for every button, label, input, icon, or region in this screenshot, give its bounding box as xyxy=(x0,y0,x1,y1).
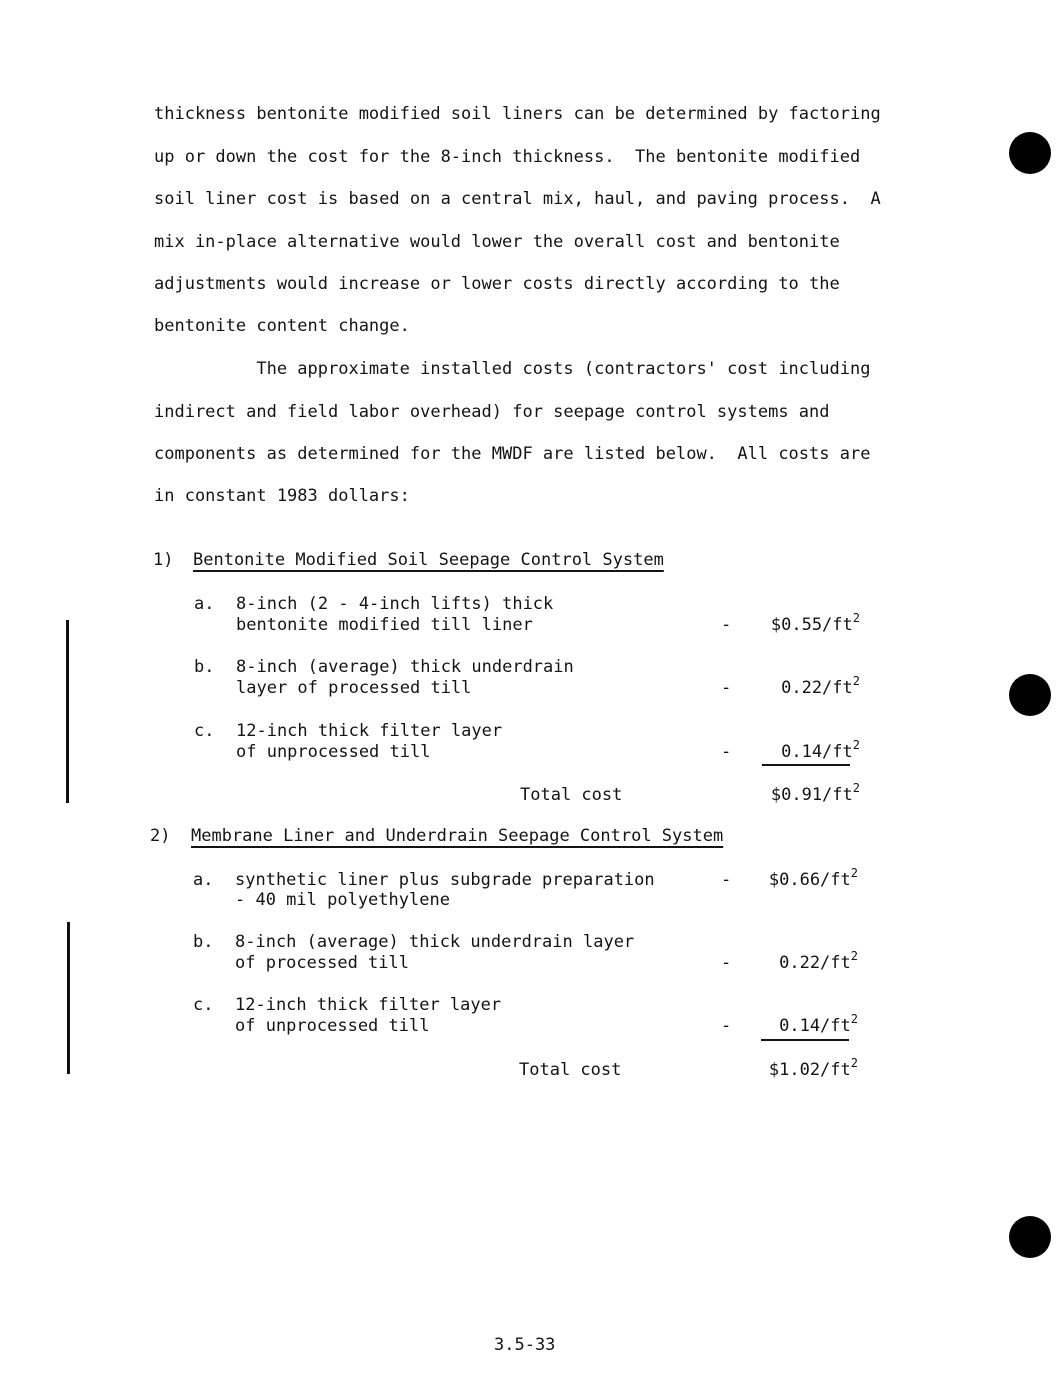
body-line: thickness bentonite modified soil liners can be determined by factoring xyxy=(154,104,881,124)
item-dash: - xyxy=(721,953,732,973)
item-dash: - xyxy=(721,615,732,635)
item-dash: - xyxy=(721,678,732,698)
item-description-line1: 8-inch (average) thick underdrain xyxy=(236,657,574,677)
total-label: Total cost xyxy=(520,785,623,805)
section-title: Membrane Liner and Underdrain Seepage Control System xyxy=(191,826,724,846)
item-cost: $0.14/ft^2$ xyxy=(779,1012,858,1036)
item-description-line2: of processed till xyxy=(235,953,409,973)
item-cost: $0.14/ft^2$ xyxy=(781,738,860,762)
item-letter: c. xyxy=(194,721,215,741)
section-number: 1) xyxy=(153,550,174,570)
item-letter: b. xyxy=(194,657,215,677)
item-letter: a. xyxy=(194,594,215,614)
total-cost: $\$0.91/ft^2$ xyxy=(770,781,860,805)
item-description-line2: bentonite modified till liner xyxy=(236,615,533,635)
section-title: Bentonite Modified Soil Seepage Control System xyxy=(193,550,664,570)
body-line: bentonite content change. xyxy=(154,316,410,336)
body-line: in constant 1983 dollars: xyxy=(154,486,410,506)
item-cost: $0.22/ft^2$ xyxy=(781,674,860,698)
body-line: components as determined for the MWDF are listed below. All costs are xyxy=(154,444,871,464)
item-description-line2: - 40 mil polyethylene xyxy=(235,890,450,910)
item-cost: $\$0.66/ft^2$ xyxy=(768,866,858,890)
item-dash: - xyxy=(721,870,732,890)
item-description-line1: 12-inch thick filter layer xyxy=(235,995,502,1015)
body-line: adjustments would increase or lower costs directly according to the xyxy=(154,274,840,294)
item-letter: a. xyxy=(193,870,214,890)
punch-hole-icon xyxy=(1009,132,1051,174)
item-dash: - xyxy=(721,1016,732,1036)
punch-hole-icon xyxy=(1009,1216,1051,1258)
item-cost: $\$0.55/ft^2$ xyxy=(770,611,860,635)
item-description-line2: of unprocessed till xyxy=(236,742,431,762)
item-description-line1: 8-inch (average) thick underdrain layer xyxy=(235,932,635,952)
section-number: 2) xyxy=(150,826,171,846)
revision-bar xyxy=(67,922,70,1074)
item-letter: b. xyxy=(193,932,214,952)
item-description-line2: of unprocessed till xyxy=(235,1016,430,1036)
sum-rule xyxy=(761,1039,849,1041)
body-line: indirect and field labor overhead) for seepage control systems and xyxy=(154,402,830,422)
sum-rule xyxy=(762,764,850,766)
item-description-line1: synthetic liner plus subgrade preparation xyxy=(235,870,655,890)
page-number: 3.5-33 xyxy=(494,1335,556,1355)
total-cost: $\$1.02/ft^2$ xyxy=(768,1056,858,1080)
item-description-line1: 8-inch (2 - 4-inch lifts) thick xyxy=(236,594,554,614)
revision-bar xyxy=(66,620,69,803)
body-line: up or down the cost for the 8-inch thickness. The bentonite modified xyxy=(154,147,861,167)
body-line: soil liner cost is based on a central mix, haul, and paving process. A xyxy=(154,189,881,209)
body-line: mix in-place alternative would lower the overall cost and bentonite xyxy=(154,232,840,252)
total-label: Total cost xyxy=(519,1060,622,1080)
item-description-line1: 12-inch thick filter layer xyxy=(236,721,503,741)
item-letter: c. xyxy=(193,995,214,1015)
item-cost: $0.22/ft^2$ xyxy=(779,949,858,973)
item-dash: - xyxy=(721,742,732,762)
punch-hole-icon xyxy=(1009,674,1051,716)
item-description-line2: layer of processed till xyxy=(236,678,472,698)
body-line: The approximate installed costs (contractors' cost including xyxy=(154,359,871,379)
